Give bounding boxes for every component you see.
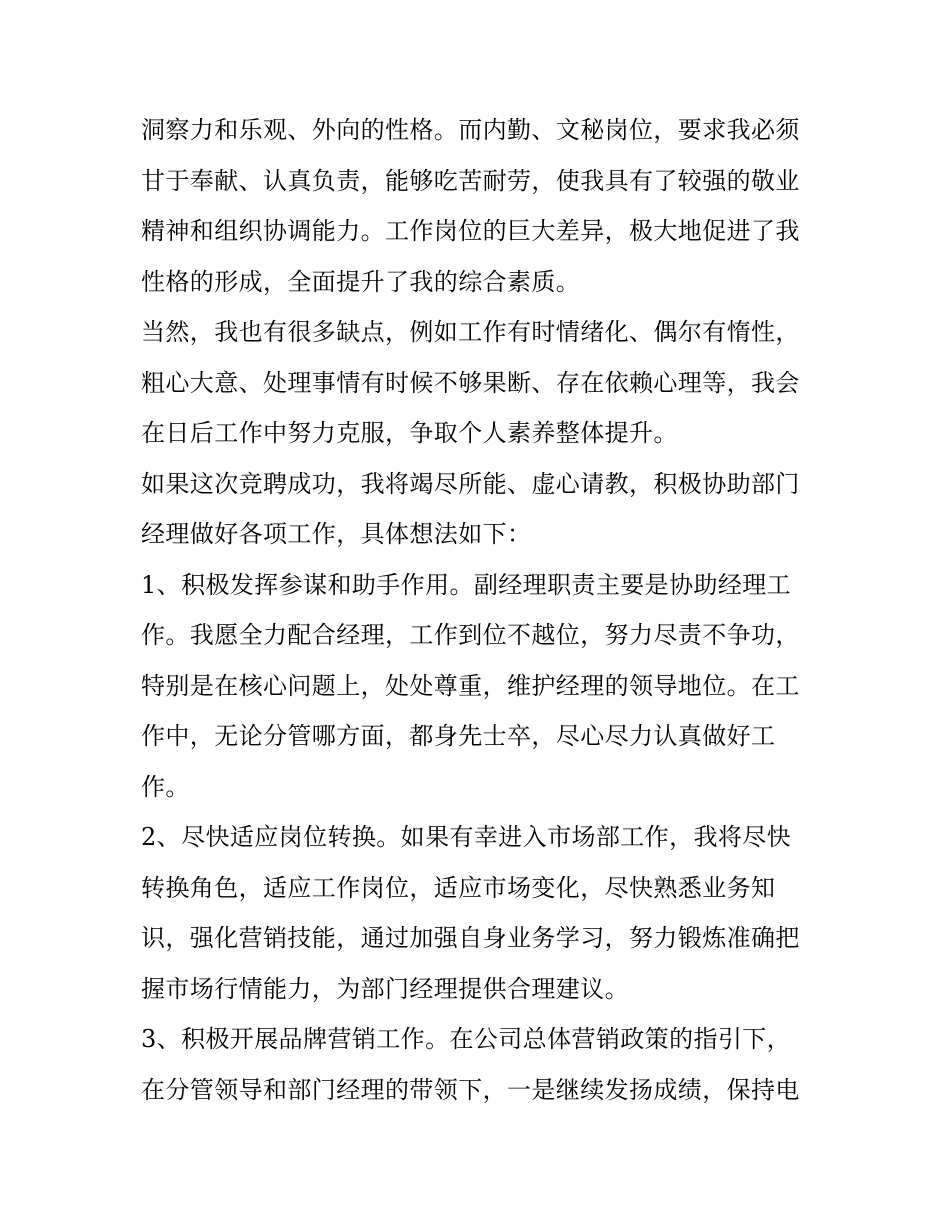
- text-line: 经理做好各项工作，具体想法如下：: [141, 520, 532, 548]
- text-line: 作中，无论分管哪方面，都身先士卒，尽心尽力认真做好工: [141, 722, 776, 750]
- text-line: 作。我愿全力配合经理，工作到位不越位，努力尽责不争功，: [141, 621, 800, 649]
- text-line: 洞察力和乐观、外向的性格。而内勤、文秘岗位，要求我必须: [141, 116, 800, 144]
- text-line: 精神和组织协调能力。工作岗位的巨大差异，极大地促进了我: [141, 217, 800, 245]
- text-line: 握市场行情能力，为部门经理提供合理建议。: [141, 974, 629, 1003]
- text-line: 作。: [141, 772, 190, 801]
- text-line: 特别是在核心问题上，处处尊重，维护经理的领导地位。在工: [141, 671, 800, 700]
- text-line: 甘于奉献、认真负责，能够吃苦耐劳，使我具有了较强的敬业: [141, 166, 800, 195]
- text-line: 粗心大意、处理事情有时候不够果断、存在依赖心理等，我会: [141, 368, 800, 397]
- text-line: 3、积极开展品牌营销工作。在公司总体营销政策的指引下，: [141, 1025, 792, 1053]
- text-line: 识，强化营销技能，通过加强自身业务学习，努力锻炼准确把: [141, 924, 800, 952]
- text-line: 转换角色，适应工作岗位，适应市场变化，尽快熟悉业务知: [141, 873, 776, 902]
- text-line: 性格的形成，全面提升了我的综合素质。: [141, 267, 581, 296]
- text-line: 在分管领导和部门经理的带领下，一是继续发扬成绩，保持电: [141, 1075, 800, 1104]
- document-body: [141, 105, 821, 1115]
- text-line: 当然，我也有很多缺点，例如工作有时情绪化、偶尔有惰性，: [141, 318, 800, 346]
- text-line: 1、积极发挥参谋和助手作用。副经理职责主要是协助经理工: [141, 570, 792, 599]
- text-line: 2、尽快适应岗位转换。如果有幸进入市场部工作，我将尽快: [141, 823, 792, 851]
- text-line: 如果这次竞聘成功，我将竭尽所能、虚心请教，积极协助部门: [141, 469, 800, 498]
- text-line: 在日后工作中努力克服，争取个人素养整体提升。: [141, 419, 678, 447]
